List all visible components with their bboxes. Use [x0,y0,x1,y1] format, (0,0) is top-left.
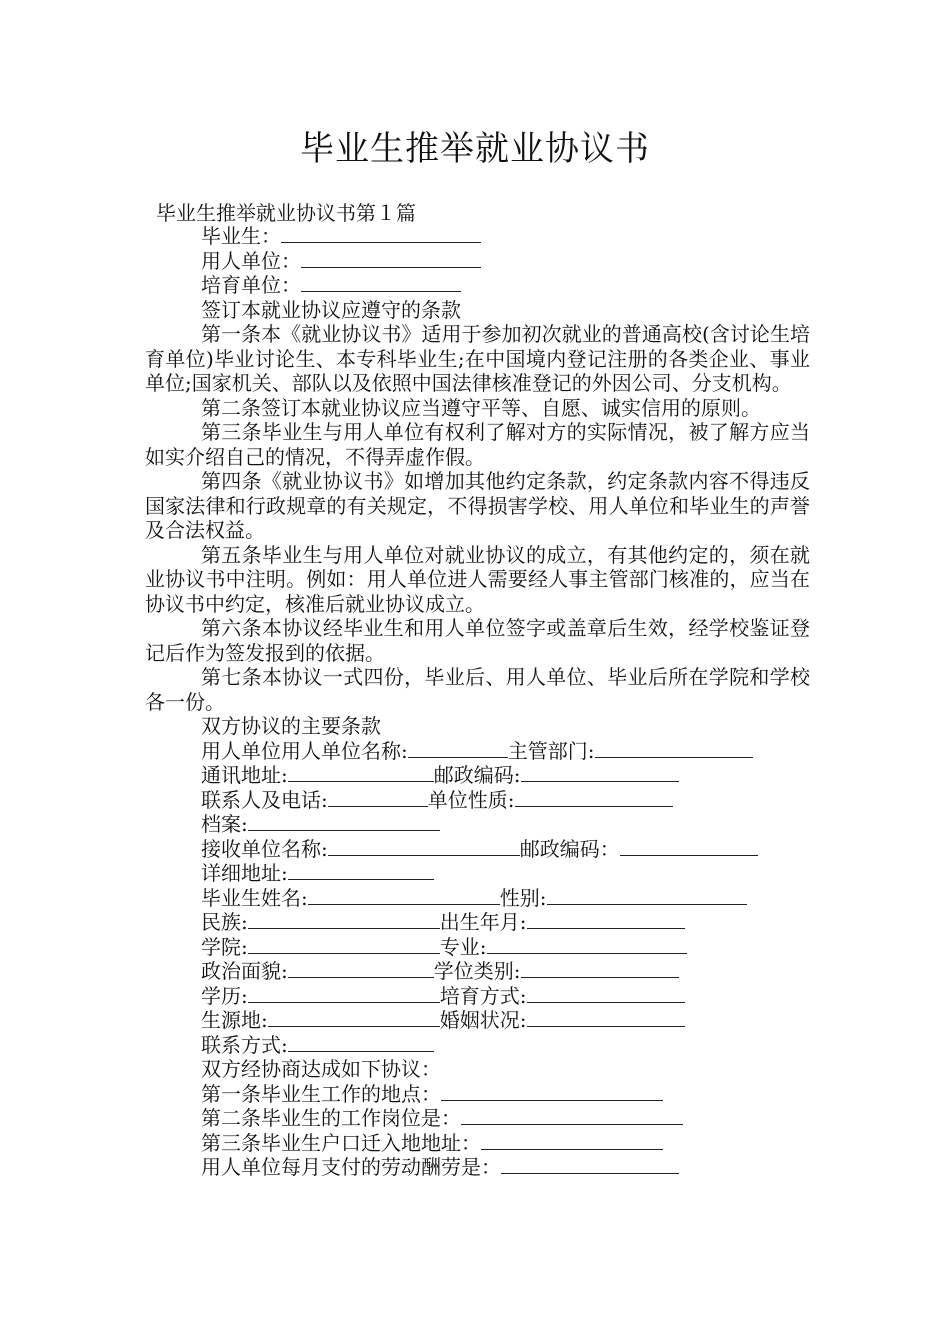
graduate-ethnicity-row [145,910,810,935]
blank-line [248,984,440,1003]
detail-address-row [145,861,810,886]
employer-name-row [145,739,810,764]
document-subtitle: 毕业生推举就业协议书第１篇 [156,201,416,225]
blank-line [248,812,440,831]
field-training-unit [145,273,810,298]
article-1: 第一条本《就业协议书》适用于参加初次就业的普通高校(含讨论生培育单位)毕业讨论生、本专科毕业生;在中国境内登记注册的各类企业、事业单位;国家机关、部队以及依照中国法律核准登记的外因公司、分支机构。 [145,322,810,395]
blank-line [481,1131,663,1150]
blank-line [288,959,434,978]
field-label: 详细地址: [201,861,288,885]
field-label: 专业: [439,934,487,959]
graduate-origin-row [145,1008,810,1033]
receiver-row [145,837,810,862]
field-label: 民族: [201,910,248,934]
employer-archive-row [145,812,810,837]
field-label: 生源地: [201,1008,268,1032]
graduate-education-row [145,984,810,1009]
blank-line [527,984,685,1003]
blank-line [547,886,747,905]
agreement-item [145,1082,810,1107]
article-5: 第五条毕业生与用人单位对就业协议的成立，有其他约定的，须在就业协议书中注明。例如：用人单位进人需要经人事主管部门核准的，应当在协议书中约定，核准后就业协议成立。 [145,542,810,616]
field-label: 用人单位： [201,248,301,273]
blank-line [281,224,481,243]
field-label: 婚姻状况: [439,1008,527,1032]
field-label: 学位类别: [433,959,521,983]
blank-line [248,935,440,954]
blank-line [288,763,434,782]
blank-line [515,788,673,807]
article-2: 第二条签订本就业协议应当遵守平等、自愿、诚实信用的原则。 [201,395,761,420]
graduate-name-row [145,886,810,911]
blank-line [248,910,440,929]
document-body [145,224,810,1180]
field-label: 用人单位名称: [281,738,408,763]
field-label: 联系人及电话: [201,787,328,812]
field-label: 通讯地址: [201,763,288,787]
field-label: 毕业生： [201,224,281,248]
article-3: 第三条毕业生与用人单位有权利了解对方的实际情况，被了解方应当如实介绍自己的情况，不得弄虚作假。 [145,420,810,469]
blank-line [595,739,753,758]
field-label: 第二条毕业生的工作岗位是： [201,1106,461,1130]
blank-line [441,1082,663,1101]
article-4: 第四条《就业协议书》如增加其他约定条款，约定条款内容不得违反国家法律和行政规章的有关规定，不得损害学校、用人单位和毕业生的声誉及合法权益。 [145,469,810,542]
blank-line [487,935,687,954]
blank-line [620,837,758,856]
blank-line [328,837,520,856]
blank-line [328,788,428,807]
field-label: 用人单位每月支付的劳动酬劳是： [201,1155,501,1179]
field-label: 邮政编码： [519,836,620,861]
field-label: 邮政编码: [433,763,521,787]
blank-line [521,763,679,782]
blank-line [501,1155,679,1174]
blank-line [527,910,685,929]
agreement-item [145,1106,810,1131]
employer-contact-row [145,788,810,813]
agreement-item [145,1131,810,1156]
blank-line [461,1106,683,1125]
blank-line [301,249,481,268]
field-label: 主管部门: [507,738,595,763]
field-label: 学院: [201,934,248,959]
graduate-political-row [145,959,810,984]
employer-address-row [145,763,810,788]
field-label: 第一条毕业生工作的地点： [201,1081,441,1106]
blank-line [288,1033,434,1052]
agreement-item [145,1155,810,1180]
field-label: 培育方式: [439,983,527,1008]
field-label: 第三条毕业生户口迁入地地址： [201,1130,481,1155]
blank-line [408,739,508,758]
graduate-contact-row [145,1033,810,1058]
agreement-heading: 双方经协商达成如下协议： [201,1057,441,1081]
field-label: 性别: [499,885,547,910]
field-label: 档案: [201,812,248,836]
blank-line [268,1008,440,1027]
section-heading: 双方协议的主要条款 [201,714,381,738]
article-6: 第六条本协议经毕业生和用人单位签字或盖章后生效，经学校鉴证登记后作为签发报到的依据。 [145,616,810,665]
field-label: 出生年月: [439,910,527,934]
document-title: 毕业生推举就业协议书 [300,129,650,169]
field-label: 接收单位名称: [201,836,328,861]
blank-line [308,886,500,905]
article-7: 第七条本协议一式四份，毕业后、用人单位、毕业后所在学院和学校各一份。 [145,665,810,714]
field-label: 毕业生姓名: [201,885,308,910]
blank-line [527,1008,685,1027]
blank-line [301,273,461,292]
blank-line [521,959,679,978]
field-label: 政治面貌: [201,959,288,983]
field-label: 单位性质: [427,787,515,812]
field-employer [145,249,810,274]
field-graduate [145,224,810,249]
graduate-college-row [145,935,810,960]
field-label: 联系方式: [201,1032,288,1057]
field-label: 用人单位 [201,738,281,763]
field-label: 培育单位： [201,273,301,297]
field-label: 学历: [201,983,248,1008]
blank-line [288,861,434,880]
section-heading: 签订本就业协议应遵守的条款 [201,297,461,322]
